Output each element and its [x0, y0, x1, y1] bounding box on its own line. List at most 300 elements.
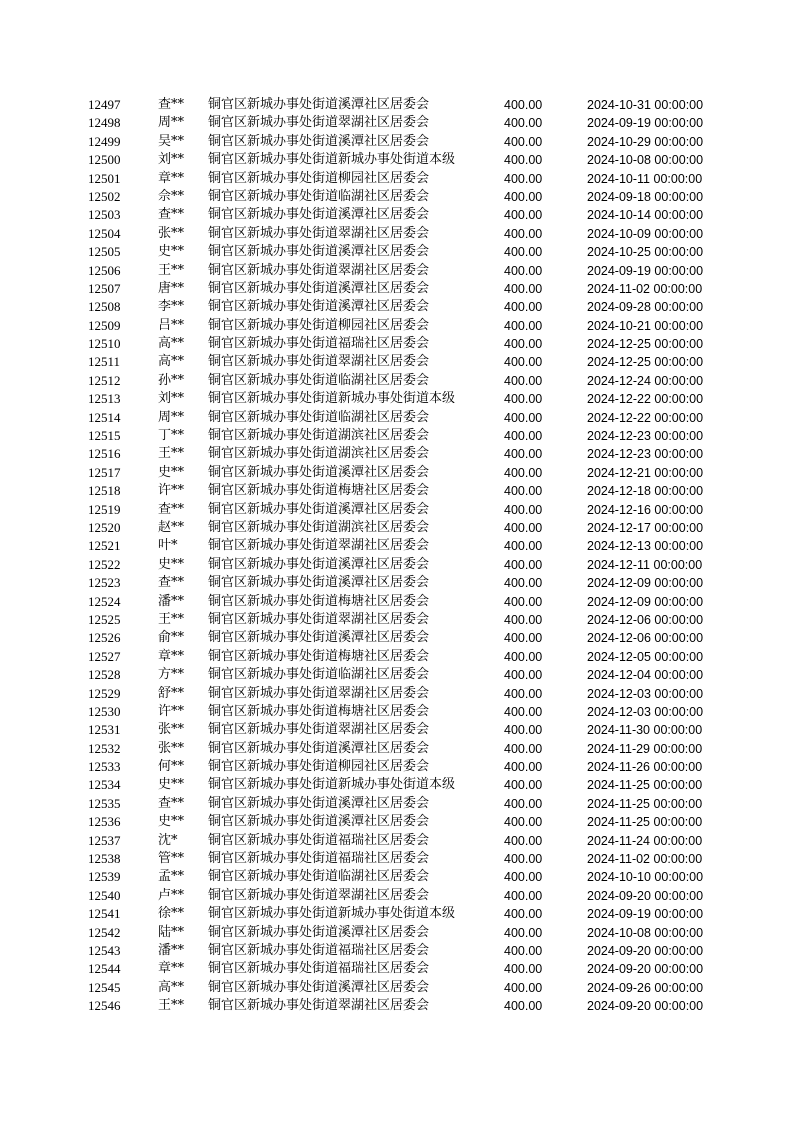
- row-id: 12532: [88, 740, 121, 756]
- row-amount: 400.00: [504, 263, 543, 278]
- table-row: [0, 317, 793, 335]
- row-organization: 铜官区新城办事处街道溪潭社区居委会: [208, 979, 430, 995]
- row-name: 李**: [158, 299, 185, 315]
- row-amount: 400.00: [504, 833, 543, 848]
- table-row: [0, 997, 793, 1015]
- row-organization: 铜官区新城办事处街道临湖社区居委会: [208, 188, 430, 204]
- row-name: 王**: [158, 998, 185, 1014]
- row-date: 2024-12-03 00:00:00: [587, 704, 704, 719]
- row-organization: 铜官区新城办事处街道临湖社区居委会: [208, 409, 430, 425]
- row-organization: 铜官区新城办事处街道溪潭社区居委会: [208, 556, 430, 572]
- row-organization: 铜官区新城办事处街道梅塘社区居委会: [208, 648, 430, 664]
- row-name: 吴**: [158, 133, 185, 149]
- row-date: 2024-10-09 00:00:00: [587, 226, 704, 241]
- row-id: 12498: [88, 115, 121, 131]
- row-id: 12527: [88, 648, 121, 664]
- row-date: 2024-10-08 00:00:00: [587, 153, 704, 168]
- row-organization: 铜官区新城办事处街道溪潭社区居委会: [208, 630, 430, 646]
- table-row: [0, 574, 793, 592]
- row-organization: 铜官区新城办事处街道翠湖社区居委会: [208, 115, 430, 131]
- row-id: 12512: [88, 372, 121, 388]
- row-date: 2024-12-04 00:00:00: [587, 668, 704, 683]
- row-name: 查**: [158, 795, 185, 811]
- row-date: 2024-12-06 00:00:00: [587, 631, 704, 646]
- row-name: 史**: [158, 464, 185, 480]
- row-amount: 400.00: [504, 557, 543, 572]
- row-id: 12524: [88, 593, 121, 609]
- row-date: 2024-11-25 00:00:00: [587, 796, 703, 811]
- row-name: 章**: [158, 961, 185, 977]
- row-id: 12510: [88, 336, 121, 352]
- row-amount: 400.00: [504, 796, 543, 811]
- table-row: [0, 905, 793, 923]
- row-id: 12530: [88, 703, 121, 719]
- table-row: [0, 850, 793, 868]
- table-row: [0, 703, 793, 721]
- row-name: 史**: [158, 556, 185, 572]
- row-organization: 铜官区新城办事处街道柳园社区居委会: [208, 170, 430, 186]
- table-row: [0, 372, 793, 390]
- row-amount: 400.00: [504, 337, 543, 352]
- row-amount: 400.00: [504, 300, 543, 315]
- row-amount: 400.00: [504, 392, 543, 407]
- row-date: 2024-12-22 00:00:00: [587, 392, 704, 407]
- row-date: 2024-12-16 00:00:00: [587, 502, 704, 517]
- row-organization: 铜官区新城办事处街道湖滨社区居委会: [208, 519, 430, 535]
- row-id: 12520: [88, 519, 121, 535]
- table-row: [0, 556, 793, 574]
- table-row: [0, 887, 793, 905]
- row-amount: 400.00: [504, 539, 543, 554]
- row-amount: 400.00: [504, 447, 543, 462]
- row-organization: 铜官区新城办事处街道新城办事处街道本级: [208, 152, 456, 168]
- row-amount: 400.00: [504, 704, 543, 719]
- row-amount: 400.00: [504, 870, 543, 885]
- row-amount: 400.00: [504, 980, 543, 995]
- row-date: 2024-11-25 00:00:00: [587, 778, 703, 793]
- row-organization: 铜官区新城办事处街道福瑞社区居委会: [208, 832, 430, 848]
- row-date: 2024-11-26 00:00:00: [587, 760, 703, 775]
- row-id: 12511: [88, 354, 121, 370]
- row-date: 2024-09-19 00:00:00: [587, 907, 704, 922]
- row-amount: 400.00: [504, 686, 543, 701]
- row-id: 12531: [88, 722, 121, 738]
- row-amount: 400.00: [504, 962, 543, 977]
- row-amount: 400.00: [504, 649, 543, 664]
- row-date: 2024-10-08 00:00:00: [587, 925, 704, 940]
- row-id: 12500: [88, 152, 121, 168]
- row-date: 2024-12-09 00:00:00: [587, 594, 704, 609]
- row-organization: 铜官区新城办事处街道溪潭社区居委会: [208, 244, 430, 260]
- row-amount: 400.00: [504, 318, 543, 333]
- row-date: 2024-09-26 00:00:00: [587, 980, 704, 995]
- row-date: 2024-12-18 00:00:00: [587, 484, 704, 499]
- table-row: [0, 795, 793, 813]
- table-row: [0, 979, 793, 997]
- row-amount: 400.00: [504, 520, 543, 535]
- row-amount: 400.00: [504, 171, 543, 186]
- row-amount: 400.00: [504, 153, 543, 168]
- row-name: 潘**: [158, 593, 185, 609]
- row-id: 12521: [88, 538, 121, 554]
- row-date: 2024-12-17 00:00:00: [587, 520, 704, 535]
- row-date: 2024-12-21 00:00:00: [587, 465, 704, 480]
- row-id: 12540: [88, 887, 121, 903]
- row-id: 12542: [88, 924, 121, 940]
- row-name: 张**: [158, 225, 185, 241]
- row-date: 2024-11-25 00:00:00: [587, 815, 703, 830]
- row-amount: 400.00: [504, 373, 543, 388]
- row-name: 查**: [158, 575, 185, 591]
- row-organization: 铜官区新城办事处街道新城办事处街道本级: [208, 906, 456, 922]
- table-row: [0, 390, 793, 408]
- row-date: 2024-12-13 00:00:00: [587, 539, 704, 554]
- row-organization: 铜官区新城办事处街道梅塘社区居委会: [208, 703, 430, 719]
- row-organization: 铜官区新城办事处街道柳园社区居委会: [208, 317, 430, 333]
- row-id: 12497: [88, 97, 121, 112]
- row-name: 丁**: [158, 428, 185, 444]
- row-organization: 铜官区新城办事处街道湖滨社区居委会: [208, 446, 430, 462]
- table-row: [0, 225, 793, 243]
- row-organization: 铜官区新城办事处街道临湖社区居委会: [208, 869, 430, 885]
- row-amount: 400.00: [504, 907, 543, 922]
- table-row: [0, 464, 793, 482]
- row-organization: 铜官区新城办事处街道翠湖社区居委会: [208, 262, 430, 278]
- row-date: 2024-09-20 00:00:00: [587, 999, 704, 1014]
- row-id: 12541: [88, 906, 121, 922]
- row-organization: 铜官区新城办事处街道溪潭社区居委会: [208, 924, 430, 940]
- row-organization: 铜官区新城办事处街道溪潭社区居委会: [208, 575, 430, 591]
- row-date: 2024-11-02 00:00:00: [587, 852, 703, 867]
- row-id: 12516: [88, 446, 121, 462]
- row-id: 12533: [88, 759, 121, 775]
- row-id: 12523: [88, 575, 121, 591]
- row-name: 张**: [158, 740, 185, 756]
- row-organization: 铜官区新城办事处街道溪潭社区居委会: [208, 740, 430, 756]
- table-row: [0, 721, 793, 739]
- row-amount: 400.00: [504, 484, 543, 499]
- row-date: 2024-09-18 00:00:00: [587, 189, 704, 204]
- row-name: 高**: [158, 979, 185, 995]
- row-name: 章**: [158, 648, 185, 664]
- row-id: 12528: [88, 667, 121, 683]
- row-date: 2024-10-31 00:00:00: [587, 98, 704, 112]
- row-id: 12546: [88, 998, 121, 1014]
- row-organization: 铜官区新城办事处街道湖滨社区居委会: [208, 428, 430, 444]
- row-date: 2024-12-25 00:00:00: [587, 337, 704, 352]
- row-name: 何**: [158, 759, 185, 775]
- row-name: 刘**: [158, 152, 185, 168]
- row-name: 唐**: [158, 280, 185, 296]
- row-name: 徐**: [158, 906, 185, 922]
- row-date: 2024-11-29 00:00:00: [587, 741, 703, 756]
- row-date: 2024-10-25 00:00:00: [587, 245, 704, 260]
- row-amount: 400.00: [504, 410, 543, 425]
- row-amount: 400.00: [504, 429, 543, 444]
- row-organization: 铜官区新城办事处街道临湖社区居委会: [208, 372, 430, 388]
- row-date: 2024-10-29 00:00:00: [587, 134, 704, 149]
- row-name: 史**: [158, 244, 185, 260]
- row-date: 2024-10-11 00:00:00: [587, 171, 703, 186]
- row-amount: 400.00: [504, 888, 543, 903]
- table-row: [0, 427, 793, 445]
- row-name: 俞**: [158, 630, 185, 646]
- row-date: 2024-12-11 00:00:00: [587, 557, 703, 572]
- row-amount: 400.00: [504, 668, 543, 683]
- row-name: 章**: [158, 170, 185, 186]
- table-row: [0, 151, 793, 169]
- row-id: 12537: [88, 832, 121, 848]
- row-id: 12502: [88, 188, 121, 204]
- table-row: [0, 280, 793, 298]
- row-date: 2024-12-22 00:00:00: [587, 410, 704, 425]
- row-id: 12503: [88, 207, 121, 223]
- row-name: 孟**: [158, 869, 185, 885]
- table-row: [0, 170, 793, 188]
- row-date: 2024-11-30 00:00:00: [587, 723, 703, 738]
- row-name: 陆**: [158, 924, 185, 940]
- row-name: 管**: [158, 851, 185, 867]
- row-name: 孙**: [158, 372, 185, 388]
- row-amount: 400.00: [504, 723, 543, 738]
- row-date: 2024-09-20 00:00:00: [587, 888, 704, 903]
- table-row: [0, 188, 793, 206]
- row-date: 2024-10-21 00:00:00: [587, 318, 704, 333]
- row-id: 12508: [88, 299, 121, 315]
- row-id: 12526: [88, 630, 121, 646]
- row-name: 卢**: [158, 887, 185, 903]
- table-row: [0, 611, 793, 629]
- row-id: 12519: [88, 501, 121, 517]
- row-organization: 铜官区新城办事处街道翠湖社区居委会: [208, 887, 430, 903]
- row-organization: 铜官区新城办事处街道翠湖社区居委会: [208, 722, 430, 738]
- row-organization: 铜官区新城办事处街道临湖社区居委会: [208, 667, 430, 683]
- row-date: 2024-12-25 00:00:00: [587, 355, 704, 370]
- row-id: 12534: [88, 777, 121, 793]
- row-date: 2024-12-09 00:00:00: [587, 576, 704, 591]
- row-date: 2024-11-02 00:00:00: [587, 281, 703, 296]
- row-id: 12538: [88, 851, 121, 867]
- row-id: 12545: [88, 979, 121, 995]
- row-name: 王**: [158, 262, 185, 278]
- row-name: 刘**: [158, 391, 185, 407]
- table-row: [0, 629, 793, 647]
- row-amount: 400.00: [504, 189, 543, 204]
- row-id: 12505: [88, 244, 121, 260]
- row-organization: 铜官区新城办事处街道翠湖社区居委会: [208, 538, 430, 554]
- row-organization: 铜官区新城办事处街道福瑞社区居委会: [208, 961, 430, 977]
- row-id: 12509: [88, 317, 121, 333]
- row-id: 12518: [88, 483, 121, 499]
- row-id: 12514: [88, 409, 121, 425]
- row-date: 2024-09-20 00:00:00: [587, 943, 704, 958]
- row-amount: 400.00: [504, 116, 543, 131]
- row-id: 12536: [88, 814, 121, 830]
- row-name: 许**: [158, 483, 185, 499]
- row-organization: 铜官区新城办事处街道翠湖社区居委会: [208, 225, 430, 241]
- row-organization: 铜官区新城办事处街道溪潭社区居委会: [208, 464, 430, 480]
- row-date: 2024-09-19 00:00:00: [587, 263, 704, 278]
- row-name: 舒**: [158, 685, 185, 701]
- table-row: [0, 776, 793, 794]
- row-date: 2024-11-24 00:00:00: [587, 833, 703, 848]
- row-amount: 400.00: [504, 631, 543, 646]
- row-id: 12506: [88, 262, 121, 278]
- row-organization: 铜官区新城办事处街道溪潭社区居委会: [208, 501, 430, 517]
- row-name: 赵**: [158, 519, 185, 535]
- row-amount: 400.00: [504, 999, 543, 1014]
- table-row: [0, 353, 793, 371]
- row-amount: 400.00: [504, 465, 543, 480]
- row-organization: 铜官区新城办事处街道溪潭社区居委会: [208, 207, 430, 223]
- row-date: 2024-12-05 00:00:00: [587, 649, 704, 664]
- row-amount: 400.00: [504, 134, 543, 149]
- table-row: [0, 740, 793, 758]
- table-row: [0, 96, 793, 114]
- row-name: 张**: [158, 722, 185, 738]
- row-organization: 铜官区新城办事处街道翠湖社区居委会: [208, 611, 430, 627]
- row-organization: 铜官区新城办事处街道翠湖社区居委会: [208, 998, 430, 1014]
- table-row: [0, 133, 793, 151]
- row-date: 2024-12-06 00:00:00: [587, 612, 704, 627]
- table-row: [0, 924, 793, 942]
- row-id: 12507: [88, 280, 121, 296]
- row-date: 2024-12-23 00:00:00: [587, 447, 704, 462]
- row-id: 12513: [88, 391, 121, 407]
- table-row: [0, 482, 793, 500]
- row-name: 佘**: [158, 188, 185, 204]
- row-date: 2024-09-20 00:00:00: [587, 962, 704, 977]
- row-amount: 400.00: [504, 594, 543, 609]
- row-id: 12517: [88, 464, 121, 480]
- table-row: [0, 685, 793, 703]
- row-name: 高**: [158, 354, 185, 370]
- row-organization: 铜官区新城办事处街道柳园社区居委会: [208, 759, 430, 775]
- row-id: 12515: [88, 428, 121, 444]
- row-organization: 铜官区新城办事处街道福瑞社区居委会: [208, 851, 430, 867]
- row-name: 查**: [158, 97, 185, 112]
- row-name: 许**: [158, 703, 185, 719]
- row-name: 周**: [158, 409, 185, 425]
- table-row: [0, 409, 793, 427]
- row-amount: 400.00: [504, 245, 543, 260]
- row-organization: 铜官区新城办事处街道梅塘社区居委会: [208, 483, 430, 499]
- table-row: [0, 501, 793, 519]
- row-date: 2024-09-19 00:00:00: [587, 116, 704, 131]
- row-amount: 400.00: [504, 925, 543, 940]
- row-organization: 铜官区新城办事处街道梅塘社区居委会: [208, 593, 430, 609]
- row-name: 方**: [158, 667, 185, 683]
- table-row: [0, 758, 793, 776]
- table-row: [0, 648, 793, 666]
- row-amount: 400.00: [504, 815, 543, 830]
- table-row: [0, 832, 793, 850]
- row-id: 12543: [88, 942, 121, 958]
- records-table: [0, 96, 793, 1016]
- table-row: [0, 445, 793, 463]
- row-organization: 铜官区新城办事处街道溪潭社区居委会: [208, 97, 430, 112]
- table-row: [0, 868, 793, 886]
- row-organization: 铜官区新城办事处街道翠湖社区居委会: [208, 354, 430, 370]
- row-name: 叶*: [158, 538, 178, 554]
- row-amount: 400.00: [504, 612, 543, 627]
- row-amount: 400.00: [504, 281, 543, 296]
- row-name: 吕**: [158, 317, 185, 333]
- row-id: 12504: [88, 225, 121, 241]
- row-amount: 400.00: [504, 741, 543, 756]
- row-name: 查**: [158, 501, 185, 517]
- table-row: [0, 960, 793, 978]
- row-amount: 400.00: [504, 778, 543, 793]
- row-id: 12544: [88, 961, 121, 977]
- row-id: 12499: [88, 133, 121, 149]
- row-id: 12525: [88, 611, 121, 627]
- row-name: 王**: [158, 446, 185, 462]
- row-organization: 铜官区新城办事处街道福瑞社区居委会: [208, 942, 430, 958]
- row-amount: 400.00: [504, 208, 543, 223]
- table-row: [0, 262, 793, 280]
- table-row: [0, 942, 793, 960]
- row-amount: 400.00: [504, 576, 543, 591]
- row-organization: 铜官区新城办事处街道福瑞社区居委会: [208, 336, 430, 352]
- row-name: 史**: [158, 814, 185, 830]
- table-row: [0, 206, 793, 224]
- row-amount: 400.00: [504, 852, 543, 867]
- row-date: 2024-12-23 00:00:00: [587, 429, 704, 444]
- row-name: 王**: [158, 611, 185, 627]
- row-name: 沈*: [158, 832, 178, 848]
- row-name: 周**: [158, 115, 185, 131]
- row-id: 12522: [88, 556, 121, 572]
- row-date: 2024-12-24 00:00:00: [587, 373, 704, 388]
- row-organization: 铜官区新城办事处街道溪潭社区居委会: [208, 795, 430, 811]
- row-amount: 400.00: [504, 760, 543, 775]
- row-organization: 铜官区新城办事处街道溪潭社区居委会: [208, 299, 430, 315]
- table-row: [0, 114, 793, 132]
- row-id: 12501: [88, 170, 121, 186]
- row-name: 潘**: [158, 942, 185, 958]
- row-date: 2024-10-10 00:00:00: [587, 870, 704, 885]
- table-row: [0, 519, 793, 537]
- row-organization: 铜官区新城办事处街道溪潭社区居委会: [208, 280, 430, 296]
- row-id: 12529: [88, 685, 121, 701]
- row-name: 查**: [158, 207, 185, 223]
- table-row: [0, 537, 793, 555]
- table-row: [0, 335, 793, 353]
- row-id: 12535: [88, 795, 121, 811]
- row-organization: 铜官区新城办事处街道翠湖社区居委会: [208, 685, 430, 701]
- row-amount: 400.00: [504, 502, 543, 517]
- row-organization: 铜官区新城办事处街道新城办事处街道本级: [208, 391, 456, 407]
- row-amount: 400.00: [504, 355, 543, 370]
- row-date: 2024-09-28 00:00:00: [587, 300, 704, 315]
- table-row: [0, 298, 793, 316]
- table-row: [0, 813, 793, 831]
- row-name: 高**: [158, 336, 185, 352]
- row-organization: 铜官区新城办事处街道溪潭社区居委会: [208, 133, 430, 149]
- row-amount: 400.00: [504, 226, 543, 241]
- row-amount: 400.00: [504, 98, 543, 112]
- table-row: [0, 243, 793, 261]
- row-date: 2024-12-03 00:00:00: [587, 686, 704, 701]
- row-id: 12539: [88, 869, 121, 885]
- row-name: 史**: [158, 777, 185, 793]
- table-row: [0, 593, 793, 611]
- table-row: [0, 666, 793, 684]
- row-date: 2024-10-14 00:00:00: [587, 208, 704, 223]
- row-amount: 400.00: [504, 943, 543, 958]
- row-organization: 铜官区新城办事处街道新城办事处街道本级: [208, 777, 456, 793]
